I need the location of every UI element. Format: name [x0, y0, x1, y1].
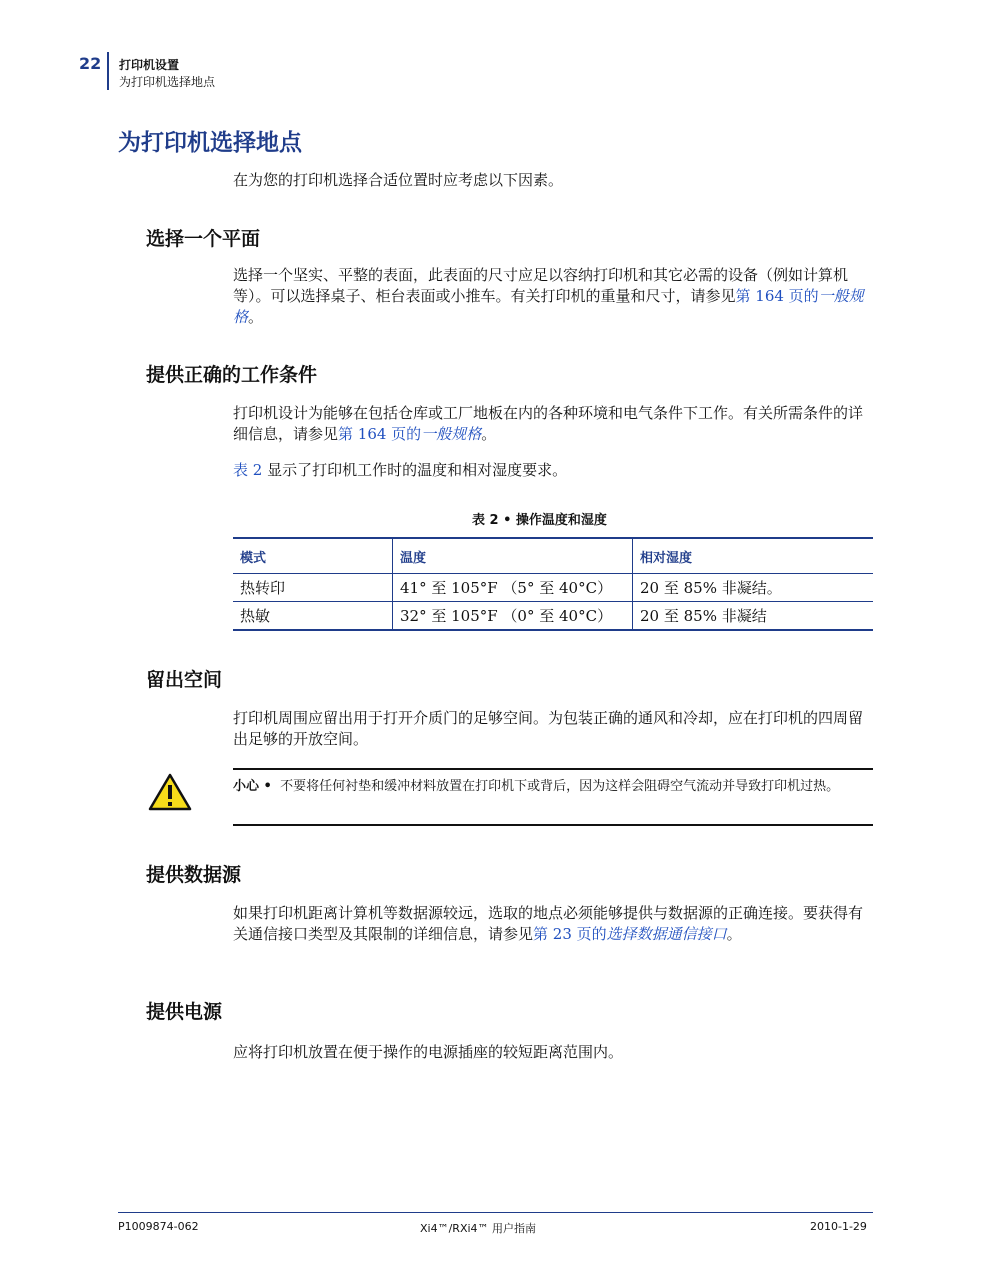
data-source-interface-link[interactable]	[533, 925, 727, 943]
table-ref-link[interactable]: 表 2	[233, 461, 263, 479]
data-source-tail: 。	[726, 925, 742, 943]
power-paragraph: 应将打印机放置在便于操作的电源插座的较短距离范围内。	[233, 1043, 624, 1061]
page-number: 22	[79, 54, 102, 73]
conditions-link-title: 一般规格	[421, 425, 482, 443]
environment-table	[233, 537, 873, 631]
table-row	[233, 602, 873, 631]
surface-tail: 。	[248, 308, 264, 326]
section-heading-space: 留出空间	[146, 669, 223, 691]
data-source-text: 如果打印机距离计算机等数据源较远，选取的地点必须能够提供与数据源的正确连接。要获得有关通信接口类型及其限制的详细信息，请参见	[233, 904, 864, 943]
surface-text: 选择一个坚实、平整的表面，此表面的尺寸应足以容纳打印机和其它必需的设备（例如计算机等）。可以选择桌子、柜台表面或小推车。有关打印机的重量和尺寸，请参见	[233, 266, 849, 305]
table-header-cell: 温度	[393, 538, 633, 574]
table-cell: 41° 至 105°F （5° 至 40°C）	[393, 574, 633, 602]
page-title: 为打印机选择地点	[118, 130, 302, 156]
section-heading-conditions: 提供正确的工作条件	[146, 364, 318, 386]
table-ref-text: 显示了打印机工作时的温度和相对湿度要求。	[262, 461, 568, 479]
table-row	[233, 574, 873, 602]
table-cell: 32° 至 105°F （0° 至 40°C）	[393, 602, 633, 631]
data-source-link-title: 选择数据通信接口	[606, 925, 727, 943]
table-header-cell: 相对湿度	[633, 538, 874, 574]
table-header-row	[233, 538, 873, 574]
table-caption: 表 2 • 操作温度和湿度	[472, 513, 607, 528]
section-heading-surface: 选择一个平面	[146, 228, 261, 250]
footer-date: 2010-1-29	[810, 1220, 867, 1233]
intro-paragraph: 在为您的打印机选择合适位置时应考虑以下因素。	[233, 171, 564, 189]
surface-link-title: 一般规格	[233, 287, 864, 326]
footer-divider	[118, 1212, 873, 1213]
table-cell: 热敏	[233, 602, 393, 631]
data-source-link-page: 第 23 页的	[533, 925, 607, 943]
footer-doc-number: P1009874-062	[118, 1220, 199, 1233]
data-source-paragraph	[233, 903, 873, 945]
surface-link-page: 第 164 页的	[735, 287, 819, 305]
header-divider	[107, 52, 109, 90]
chapter-title: 打印机设置	[119, 58, 180, 72]
conditions-text: 打印机设计为能够在包括仓库或工厂地板在内的各种环境和电气条件下工作。有关所需条件的详细信息，请参见	[233, 404, 864, 443]
space-paragraph: 打印机周围应留出用于打开介质门的足够空间。为包装正确的通风和冷却，应在打印机的四周留出足够的开放空间。	[233, 709, 864, 748]
table-reference-paragraph	[233, 460, 873, 481]
section-heading-power: 提供电源	[146, 1001, 223, 1023]
table-cell: 热转印	[233, 574, 393, 602]
section-subtitle: 为打印机选择地点	[119, 75, 216, 89]
conditions-tail: 。	[481, 425, 497, 443]
caution-text: 不要将任何衬垫和缓冲材料放置在打印机下或背后，因为这样会阻碍空气流动并导致打印机过热。	[280, 779, 840, 794]
conditions-paragraph	[233, 403, 873, 445]
conditions-link-page: 第 164 页的	[338, 425, 422, 443]
caution-note	[233, 777, 863, 797]
table-cell: 20 至 85% 非凝结	[633, 602, 874, 631]
surface-paragraph	[233, 265, 873, 328]
warning-triangle-icon	[148, 772, 192, 816]
footer-guide-title: Xi4™/RXi4™ 用户指南	[420, 1222, 537, 1235]
caution-label: 小心 •	[233, 779, 272, 794]
conditions-spec-link[interactable]	[338, 425, 481, 443]
section-heading-data-source: 提供数据源	[146, 864, 242, 886]
table-cell: 20 至 85% 非凝结。	[633, 574, 874, 602]
table-header-cell: 模式	[233, 538, 393, 574]
